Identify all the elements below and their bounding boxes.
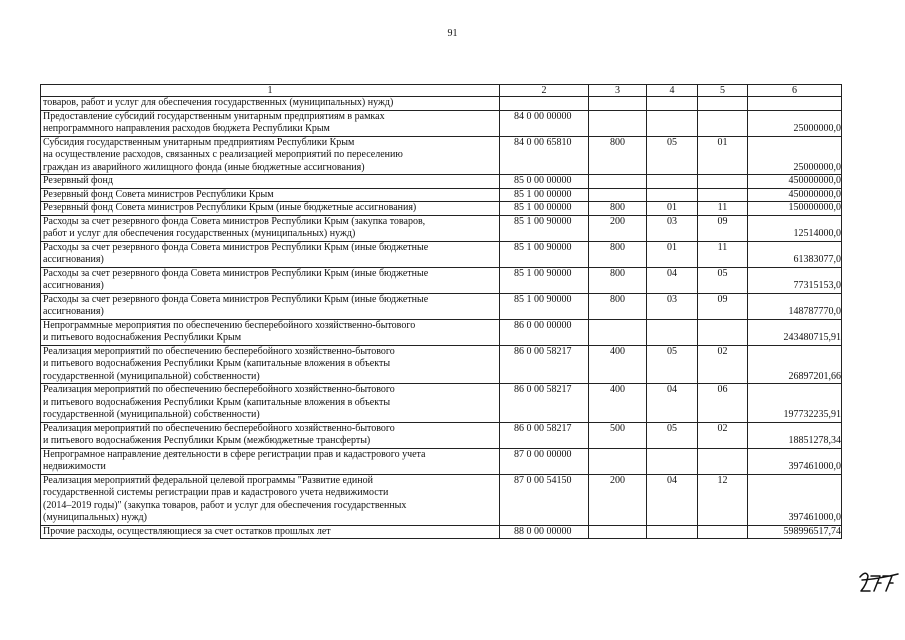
table-row [41, 175, 842, 189]
expense-type-cell: 800 [589, 241, 647, 267]
expense-type-cell [589, 175, 647, 189]
section-cell: 05 [647, 136, 698, 175]
expense-name-cell [41, 422, 500, 448]
section-cell: 04 [647, 474, 698, 525]
expense-name-line: ассигнования) [43, 306, 104, 317]
amount-cell: 598996517,74 [748, 525, 842, 539]
column-header: 3 [589, 85, 647, 97]
expense-name-line: Реализация мероприятий федеральной целевой программы "Развитие единой [43, 474, 373, 486]
expense-name-line: Расходы за счет резервного фонда Совета министров Республики Крым (иные бюджетные [43, 241, 429, 253]
expense-name-cell [41, 188, 500, 202]
expense-type-cell: 200 [589, 474, 647, 525]
target-code-cell: 85 0 00 00000 [500, 175, 589, 189]
expense-name-line: (2014–2019 годы)" (закупка товаров, работ и услуг для обеспечения государственных [43, 499, 407, 511]
expense-name-line: Резервный фонд Совета министров Республики Крым [43, 188, 274, 200]
target-code-cell: 87 0 00 54150 [500, 474, 589, 525]
expense-name-line: Расходы за счет резервного фонда Совета министров Республики Крым (иные бюджетные [43, 267, 429, 279]
target-code-cell: 87 0 00 00000 [500, 448, 589, 474]
expense-name-cell [41, 241, 500, 267]
subsection-cell [698, 319, 748, 345]
subsection-cell [698, 448, 748, 474]
expense-name-line: ассигнования) [43, 280, 104, 291]
expense-name-line: Субсидия государственным унитарным предприятиям Республики Крым [43, 136, 355, 148]
expense-type-cell: 800 [589, 267, 647, 293]
amount-cell: 450000000,0 [748, 188, 842, 202]
table-row [41, 241, 842, 267]
expense-name-cell [41, 110, 500, 136]
handwritten-page-mark [858, 568, 900, 594]
expense-name-line: и питьевого водоснабжения Республики Крым (межбюджетные трансферты) [43, 435, 371, 446]
target-code-cell: 85 1 00 90000 [500, 293, 589, 319]
section-cell: 03 [647, 293, 698, 319]
expense-name-line: Реализация мероприятий по обеспечению бесперебойного хозяйственно-бытового [43, 345, 395, 357]
expense-name-cell [41, 525, 500, 539]
expense-name-line: ассигнования) [43, 254, 104, 265]
subsection-cell [698, 97, 748, 111]
expense-name-line: Резервный фонд Совета министров Республики Крым (иные бюджетные ассигнования) [43, 202, 417, 213]
table-row [41, 422, 842, 448]
expense-type-cell [589, 188, 647, 202]
expense-name-cell [41, 136, 500, 175]
expense-type-cell: 400 [589, 345, 647, 384]
section-cell [647, 188, 698, 202]
expense-name-cell [41, 474, 500, 525]
subsection-cell: 02 [698, 422, 748, 448]
subsection-cell [698, 525, 748, 539]
expense-name-line: (муниципальных) нужд) [43, 512, 147, 523]
expense-type-cell: 800 [589, 136, 647, 175]
section-cell: 01 [647, 202, 698, 216]
expense-name-line: товаров, работ и услуг для обеспечения государственных (муниципальных) нужд) [43, 97, 394, 108]
table-row [41, 188, 842, 202]
subsection-cell: 09 [698, 215, 748, 241]
expense-type-cell [589, 525, 647, 539]
subsection-cell: 11 [698, 202, 748, 216]
subsection-cell: 05 [698, 267, 748, 293]
target-code-cell: 86 0 00 58217 [500, 422, 589, 448]
column-header: 2 [500, 85, 589, 97]
expense-name-cell [41, 97, 500, 111]
expense-type-cell [589, 448, 647, 474]
expense-name-line: Резервный фонд [43, 175, 113, 186]
expense-name-cell [41, 202, 500, 216]
table-row [41, 110, 842, 136]
expense-name-cell [41, 215, 500, 241]
section-cell [647, 319, 698, 345]
amount-cell: 150000000,0 [748, 202, 842, 216]
expense-type-cell: 800 [589, 202, 647, 216]
column-number-row [41, 85, 842, 97]
subsection-cell [698, 188, 748, 202]
table-row [41, 215, 842, 241]
subsection-cell: 01 [698, 136, 748, 175]
table-row [41, 474, 842, 525]
expense-name-line: недвижимости [43, 461, 106, 472]
expense-name-line: и питьевого водоснабжения Республики Крым (капитальные вложения в объекты [43, 358, 391, 369]
section-cell: 05 [647, 345, 698, 384]
page-number: 91 [447, 28, 458, 39]
column-header: 4 [647, 85, 698, 97]
amount-cell: 397461000,0 [748, 474, 842, 525]
subsection-cell [698, 175, 748, 189]
section-cell: 05 [647, 422, 698, 448]
expense-name-line: государственной (муниципальной) собственности) [43, 409, 260, 420]
expense-name-line: Реализация мероприятий по обеспечению бесперебойного хозяйственно-бытового [43, 384, 395, 395]
section-cell: 01 [647, 241, 698, 267]
table-row [41, 136, 842, 175]
section-cell: 04 [647, 267, 698, 293]
target-code-cell: 85 1 00 00000 [500, 202, 589, 216]
expense-name-line: на осуществление расходов, связанных с реализацией мероприятий по переселению [43, 149, 403, 160]
section-cell: 04 [647, 384, 698, 423]
amount-cell: 26897201,66 [748, 345, 842, 384]
expense-type-cell: 800 [589, 293, 647, 319]
target-code-cell: 86 0 00 58217 [500, 345, 589, 384]
amount-cell: 61383077,0 [748, 241, 842, 267]
expense-name-line: Непрограммные мероприятия по обеспечению бесперебойного хозяйственно-бытового [43, 319, 416, 331]
section-cell [647, 97, 698, 111]
target-code-cell: 86 0 00 58217 [500, 384, 589, 423]
target-code-cell: 85 1 00 90000 [500, 267, 589, 293]
target-code-cell [500, 97, 589, 111]
expense-name-line: государственной системы регистрации прав и кадастрового учета недвижимости [43, 487, 389, 498]
amount-cell: 25000000,0 [748, 136, 842, 175]
subsection-cell: 09 [698, 293, 748, 319]
expense-name-line: и питьевого водоснабжения Республики Крым [43, 332, 242, 343]
section-cell [647, 175, 698, 189]
expense-name-cell [41, 448, 500, 474]
subsection-cell: 11 [698, 241, 748, 267]
expense-name-cell [41, 384, 500, 423]
expense-name-line: Реализация мероприятий по обеспечению бесперебойного хозяйственно-бытового [43, 422, 395, 434]
expense-type-cell [589, 97, 647, 111]
table-row [41, 345, 842, 384]
expense-type-cell [589, 319, 647, 345]
amount-cell: 197732235,91 [748, 384, 842, 423]
amount-cell: 148787770,0 [748, 293, 842, 319]
amount-cell: 25000000,0 [748, 110, 842, 136]
subsection-cell [698, 110, 748, 136]
subsection-cell: 02 [698, 345, 748, 384]
subsection-cell: 06 [698, 384, 748, 423]
table-row [41, 293, 842, 319]
expense-name-cell [41, 267, 500, 293]
expense-name-line: Непрограмное направление деятельности в сфере регистрации прав и кадастрового учета [43, 448, 426, 460]
expense-name-line: работ и услуг для обеспечения государственных (муниципальных) нужд) [43, 228, 356, 239]
target-code-cell: 84 0 00 00000 [500, 110, 589, 136]
target-code-cell: 85 1 00 90000 [500, 215, 589, 241]
section-cell [647, 525, 698, 539]
section-cell [647, 110, 698, 136]
target-code-cell: 84 0 00 65810 [500, 136, 589, 175]
table-row [41, 97, 842, 111]
expense-name-cell [41, 345, 500, 384]
expense-type-cell: 500 [589, 422, 647, 448]
expense-type-cell: 400 [589, 384, 647, 423]
table-row [41, 384, 842, 423]
subsection-cell: 12 [698, 474, 748, 525]
section-cell: 03 [647, 215, 698, 241]
expense-name-cell [41, 175, 500, 189]
expense-name-line: государственной (муниципальной) собственности) [43, 370, 260, 382]
expense-name-line: граждан из аварийного жилищного фонда (иные бюджетные ассигнования) [43, 161, 365, 173]
table-row [41, 267, 842, 293]
amount-cell: 450000000,0 [748, 175, 842, 189]
amount-cell [748, 97, 842, 111]
table-row [41, 319, 842, 345]
amount-cell: 18851278,34 [748, 422, 842, 448]
expense-name-line: Расходы за счет резервного фонда Совета министров Республики Крым (иные бюджетные [43, 293, 429, 305]
column-header: 1 [41, 85, 500, 97]
expense-type-cell [589, 110, 647, 136]
budget-table-body [41, 85, 842, 539]
amount-cell: 12514000,0 [748, 215, 842, 241]
column-header: 5 [698, 85, 748, 97]
expense-name-cell [41, 293, 500, 319]
table-row [41, 202, 842, 216]
amount-cell: 397461000,0 [748, 448, 842, 474]
expense-name-line: и питьевого водоснабжения Республики Крым (капитальные вложения в объекты [43, 396, 391, 408]
column-header: 6 [748, 85, 842, 97]
target-code-cell: 86 0 00 00000 [500, 319, 589, 345]
expense-name-cell [41, 319, 500, 345]
target-code-cell: 85 1 00 90000 [500, 241, 589, 267]
amount-cell: 243480715,91 [748, 319, 842, 345]
expense-name-line: непрограммного направления расходов бюджета Республики Крым [43, 123, 330, 134]
target-code-cell: 88 0 00 00000 [500, 525, 589, 539]
expense-name-line: Предоставление субсидий государственным унитарным предприятиям в рамках [43, 110, 385, 122]
table-row [41, 448, 842, 474]
expense-name-line: Расходы за счет резервного фонда Совета министров Республики Крым (закупка товаров, [43, 215, 426, 227]
expense-name-line: Прочие расходы, осуществляющиеся за счет остатков прошлых лет [43, 525, 331, 537]
section-cell [647, 448, 698, 474]
target-code-cell: 85 1 00 00000 [500, 188, 589, 202]
amount-cell: 77315153,0 [748, 267, 842, 293]
table-row [41, 525, 842, 539]
expense-type-cell: 200 [589, 215, 647, 241]
budget-table [40, 84, 842, 539]
